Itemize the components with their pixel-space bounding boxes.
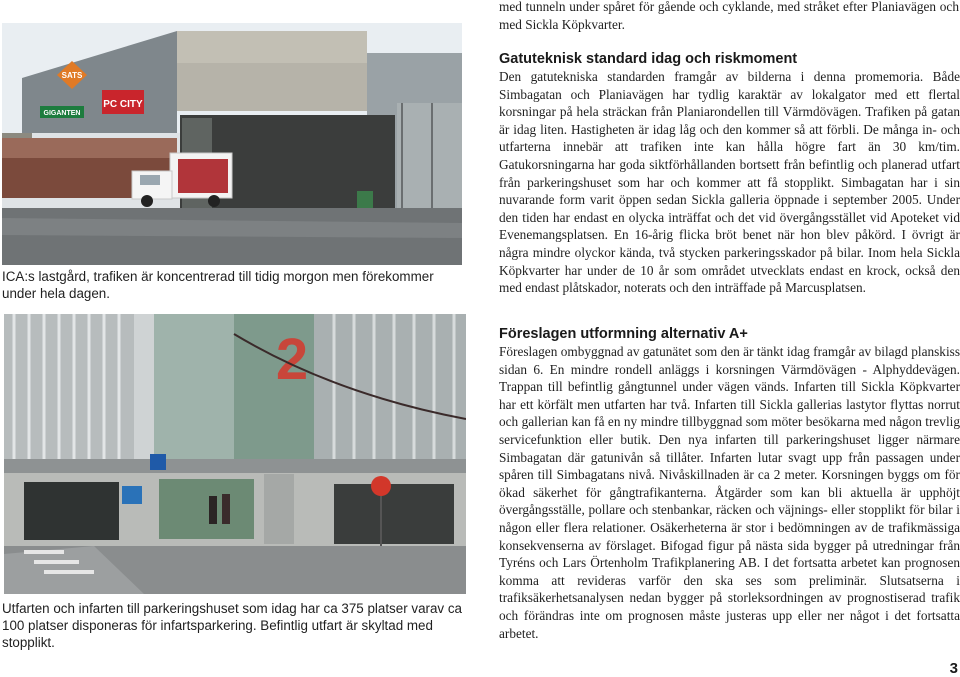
loading-yard-image [2, 23, 462, 265]
crosswalk-sign [150, 454, 166, 470]
pc-city-sign [102, 90, 144, 114]
section-heading: Gatuteknisk standard idag och riskmoment [499, 51, 798, 67]
section-paragraph: Den gatutekniska standarden framgår av bilderna i denna promemoria. Både Simbagatan och Planiavägen har tydlig karaktär av lokalgator med ett flertal korsningar på hela sträckan från Planiarondellen till Värmdövägen. Trafiken på gatan är idag liten. Hastigheten är idag låg och den kommer så att förbli. De många in- och utfarterna innebär att trafiken inte kan hålla högre fart än 30 km/tim. Gatukorsningarna har goda siktförhållanden bortsett från befintlig och planerad utfart från parkeringshuset som har och kommer att få stopplikt. Simbagatan har i sin nuvarande form varit öppen sedan Sickla galleria öppnade i september 2005. Under den tiden har endast en olycka inträffat och det vid övergångsstället vid Apoteket vid Evenemangsplatsen. En 16-årig flicka bröt benet när hon blev påkörd. I övrigt är några mindre olyckor kända, två stycken parkeringsskador på bilar. Inom hela Sickla Köpkvarter har under de 10 år som området utvecklats endast en krock, också den med endast plåtskador, noterats och den inträffade på Marcusplatsen. [499, 69, 960, 296]
pedestrian [222, 494, 230, 524]
giganten-sign [40, 106, 84, 118]
intro-paragraph: med tunneln under spåret för gående och cyklande, med stråket efter Planiavägen och med Sickla Köpkvarter. [499, 0, 959, 32]
section-proposed-design [499, 325, 960, 642]
photo-loading-yard [2, 23, 462, 265]
section-technical-standard [499, 50, 960, 297]
pedestrian [209, 496, 217, 524]
section-paragraph: Föreslagen ombyggnad av gatunätet som den är tänkt idag framgår av bilagd planskiss sidan 6. En mindre rondell anläggs i korsningen Värmdövägen - Alphyddevägen. Trappan till befintlig gångtunnel under vägen vänds. Infarten till Sickla Köpkvarter har ett körfält men utfarten har två. Infarten till Sickla gallerias lastytor flyttas norrut och gallerian kan få en ny mindre tillbyggnad som möter besökarna med någon trevlig servicefunktion eller butik. Den nya infarten till parkeringshuset ligger närmare Simbagatan där gatunivån så tillåter. Infarten lutar svagt upp från passagen under spåren till Simbagatans nivå. Nivåskillnaden är ca 2 meter. Korsningen byggs om för ökad säkerhet för gångtrafikanterna. Åtgärder som kan bli aktuella är upphöjt övergångsställe, pollare och stenbankar, räcken och väjnings- eller stopplikt för bilar i någon eller flera relationer. Osäkerheterna är stor i bedömningen av de trafikmässiga konsekvenserna av förslaget. Bifogad figur på nästa sida bygger på utredningar från Tyréns och Lars Örtenholm Trafikplanering AB. I det fortsatta arbetet kan prognosen komma att revideras varför den ska ses som preliminär. Slutsatserna i trafiksäkerhetsanalysen nedan bygger på storleksordningen av prognostiserad trafik och förändras inte om prognosen måste justeras upp eller ner något i det fortsatta arbetet. [499, 344, 960, 641]
parking-garage-image [4, 314, 466, 594]
page-number: 3 [949, 660, 958, 677]
svg-text:SATS: SATS [61, 71, 83, 80]
stop-sign [371, 476, 391, 496]
level-number-sign: 2 [275, 327, 309, 392]
caption-parking-garage: Utfarten och infarten till parkeringshuset som idag har ca 375 platser varav ca 100 platser disponeras för infartsparkering. Befintlig utfart är skyltad med stopplikt. [2, 601, 462, 650]
svg-text:PC CITY: PC CITY [103, 99, 143, 110]
caption-loading-yard: ICA:s lastgård, trafiken är koncentrerad till tidig morgon men förekommer under hela dagen. [2, 269, 434, 301]
section-heading: Föreslagen utformning alternativ A+ [499, 326, 748, 342]
svg-text:GIGANTEN: GIGANTEN [43, 110, 81, 117]
photo-parking-garage [4, 314, 466, 594]
